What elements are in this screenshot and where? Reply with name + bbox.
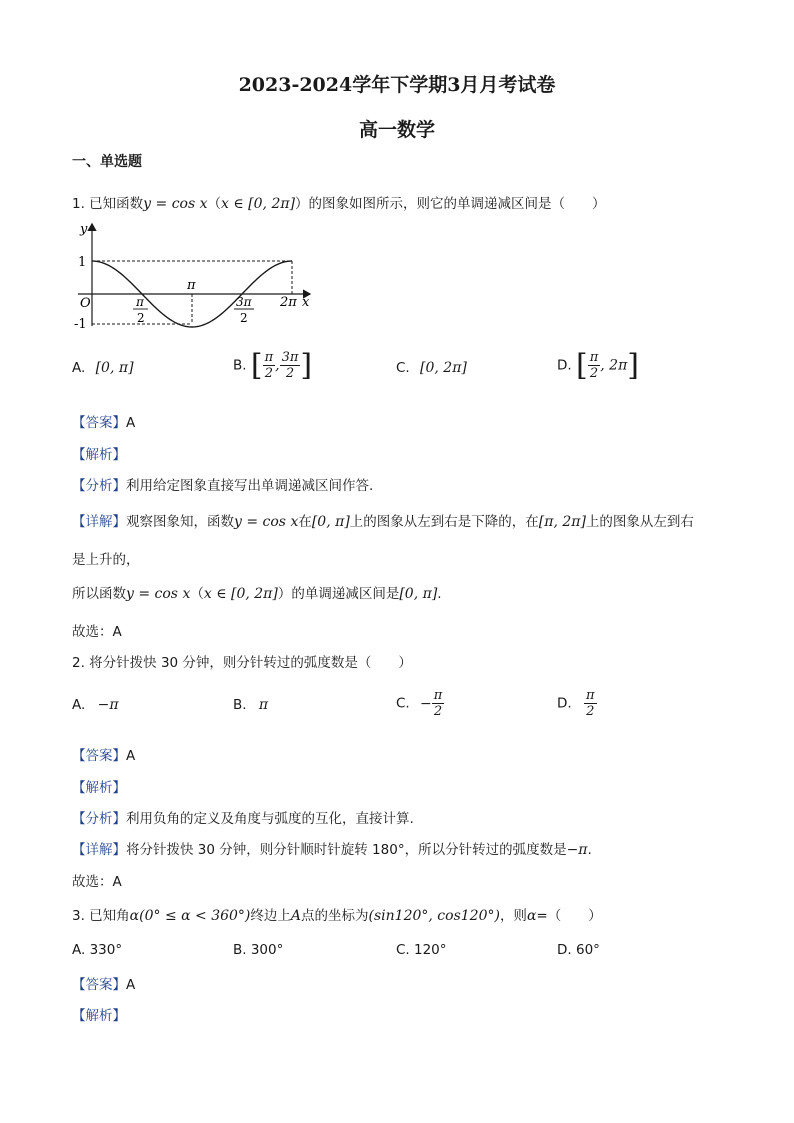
q2-option-c[interactable] <box>396 688 444 719</box>
x-pi-label: π <box>187 278 196 293</box>
q3-option-d[interactable]: D. 60° <box>557 942 600 958</box>
page-subtitle: 高一数学 <box>358 119 435 141</box>
detail-text-e: 上的图象从左到右是下降的，在 <box>349 514 539 530</box>
option-d-den: 2 <box>586 704 595 719</box>
detail3-domain: x ∈ [0, 2π] <box>203 586 278 602</box>
q3-text-g: ，则 <box>499 908 527 924</box>
q3-text-i: =（ ） <box>536 908 602 924</box>
q3-angle-range: α(0° ≤ α < 360°) <box>129 908 251 924</box>
q1-analysis-tag: 【解析】 <box>72 447 126 463</box>
answer-tag: 【答案】 <box>72 748 126 764</box>
fenxi-text: 利用给定图象直接写出单调递减区间作答. <box>126 478 374 494</box>
answer-value: A <box>126 748 136 764</box>
answer-tag: 【答案】 <box>72 415 126 431</box>
q1-option-d[interactable]: D. [ $\frac{\pi}{2}$ , 2π] <box>557 348 639 383</box>
option-c-value: [0, 2π] <box>420 360 467 376</box>
option-b-den2: 2 <box>285 366 295 381</box>
option-b-num2: 3π <box>281 350 299 365</box>
q3-text-e: 点的坐标为 <box>301 908 369 924</box>
q1-option-c[interactable] <box>396 360 467 376</box>
x-three-half-pi-den: 2 <box>240 311 248 325</box>
detail3-interval: [0, π] <box>399 586 438 602</box>
question-3-stem <box>72 904 602 924</box>
detail-text-g: 上的图象从左到右 <box>585 514 694 530</box>
q3-text-c: 终边上 <box>250 908 291 924</box>
option-a-label: A. <box>72 697 86 713</box>
q3-text-a: 3. 已知角 <box>72 908 130 924</box>
detail-func: y = cos x <box>234 514 299 530</box>
q2-fenxi <box>72 807 414 827</box>
x-half-pi-num: π <box>136 295 144 309</box>
option-d-den: 2 <box>589 366 599 381</box>
detail-text: 将分针拨快 30 分钟，则分针顺时针旋转 180°，所以分针转过的弧度数是 <box>126 842 567 858</box>
option-a-label: A. <box>72 360 86 376</box>
section-heading: 一、单选题 <box>72 154 142 170</box>
option-b-value: π <box>258 697 269 713</box>
q3-alpha: α <box>526 908 537 924</box>
option-d-num: π <box>585 688 595 703</box>
answer-value: A <box>126 977 136 993</box>
q1-choice: 故选：A <box>72 624 122 640</box>
detail-tag: 【详解】 <box>72 514 126 530</box>
detail-tag: 【详解】 <box>72 842 126 858</box>
q1-domain: x ∈ [0, 2π] <box>221 196 296 212</box>
x-half-pi-den: 2 <box>137 311 145 325</box>
q1-prefix: 1. 已知函数 <box>72 196 144 212</box>
q2-option-d[interactable] <box>557 688 597 719</box>
detail3-paren-open: （ <box>190 586 204 602</box>
option-a-value: [0, π] <box>95 360 134 376</box>
origin-label: O <box>80 296 91 311</box>
q2-detail <box>72 838 592 858</box>
q1-detail-line3 <box>72 582 442 602</box>
q2-option-b[interactable] <box>233 697 268 713</box>
fenxi-tag: 【分析】 <box>72 478 126 494</box>
q3-option-a[interactable]: A. 330° <box>72 942 123 958</box>
q1-detail-line2: 是上升的， <box>72 552 140 568</box>
detail-value: −π <box>566 842 588 858</box>
option-d-label: D. <box>557 357 572 374</box>
option-b-num1: π <box>264 350 274 365</box>
x-axis-label: x <box>302 295 310 310</box>
detail-text-a: 观察图象知，函数 <box>126 514 234 530</box>
y-axis-label: y <box>80 222 88 237</box>
q1-fenxi <box>72 474 373 494</box>
q3-analysis-tag: 【解析】 <box>72 1008 126 1024</box>
option-d-tail: 2π <box>609 357 628 374</box>
y-negone-label: -1 <box>74 317 87 332</box>
option-a-value: −π <box>97 697 119 713</box>
q3-point: A <box>290 908 302 924</box>
option-c-label: C. <box>396 360 410 376</box>
q2-choice: 故选：A <box>72 874 122 890</box>
option-c-num: π <box>433 688 443 703</box>
detail3-period: . <box>437 586 442 602</box>
q3-option-c[interactable]: C. 120° <box>396 942 447 958</box>
q1-paren-close: ） <box>295 196 309 212</box>
q1-option-a[interactable] <box>72 360 134 376</box>
option-b-label: B. <box>233 357 247 374</box>
fenxi-text: 利用负角的定义及角度与弧度的互化，直接计算. <box>126 811 414 827</box>
q2-analysis-tag: 【解析】 <box>72 780 126 796</box>
q1-paren-open: （ <box>207 196 222 212</box>
q2-answer <box>72 744 135 764</box>
x-2pi-label: 2π <box>280 295 297 310</box>
detail3-text-e: ）的单调递减区间是 <box>277 586 400 602</box>
fenxi-tag: 【分析】 <box>72 811 126 827</box>
question-1-stem <box>72 192 606 212</box>
detail-period: . <box>587 842 592 858</box>
y-one-label: 1 <box>78 255 87 270</box>
option-d-label: D. <box>557 695 572 712</box>
answer-tag: 【答案】 <box>72 977 126 993</box>
q1-answer <box>72 411 135 431</box>
detail-interval-2: [π, 2π] <box>538 514 586 530</box>
detail-text-c: 在 <box>298 514 312 530</box>
q3-coords: (sin120°, cos120°) <box>368 908 500 924</box>
q3-option-b[interactable]: B. 300° <box>233 942 284 958</box>
q3-answer <box>72 973 135 993</box>
x-three-half-pi-num: 3π <box>236 295 252 309</box>
q1-function: y = cos x <box>143 196 208 212</box>
detail-interval-1: [0, π] <box>311 514 350 530</box>
detail3-text-a: 所以函数 <box>72 586 126 602</box>
option-c-sign: − <box>420 695 432 712</box>
cosine-graph <box>70 218 320 333</box>
page-title: 2023-2024学年下学期3月月考试卷 <box>238 74 556 96</box>
option-c-den: 2 <box>433 704 443 719</box>
detail3-func: y = cos x <box>126 586 191 602</box>
q1-stem-text: 的图象如图所示，则它的单调递减区间是（ ） <box>308 196 606 212</box>
q1-option-b[interactable]: B. [ $\frac{\pi}{2}$ , $\frac{3\pi}{2}$ ] <box>233 348 313 383</box>
q1-detail-line1 <box>72 510 694 530</box>
question-2-stem: 2. 将分针拨快 30 分钟，则分针转过的弧度数是（ ） <box>72 655 412 671</box>
option-b-label: B. <box>233 697 247 713</box>
q2-option-a[interactable] <box>72 697 119 713</box>
option-b-den1: 2 <box>264 366 273 381</box>
answer-value: A <box>126 415 136 431</box>
option-d-num: π <box>589 350 599 365</box>
option-c-label: C. <box>396 695 410 712</box>
